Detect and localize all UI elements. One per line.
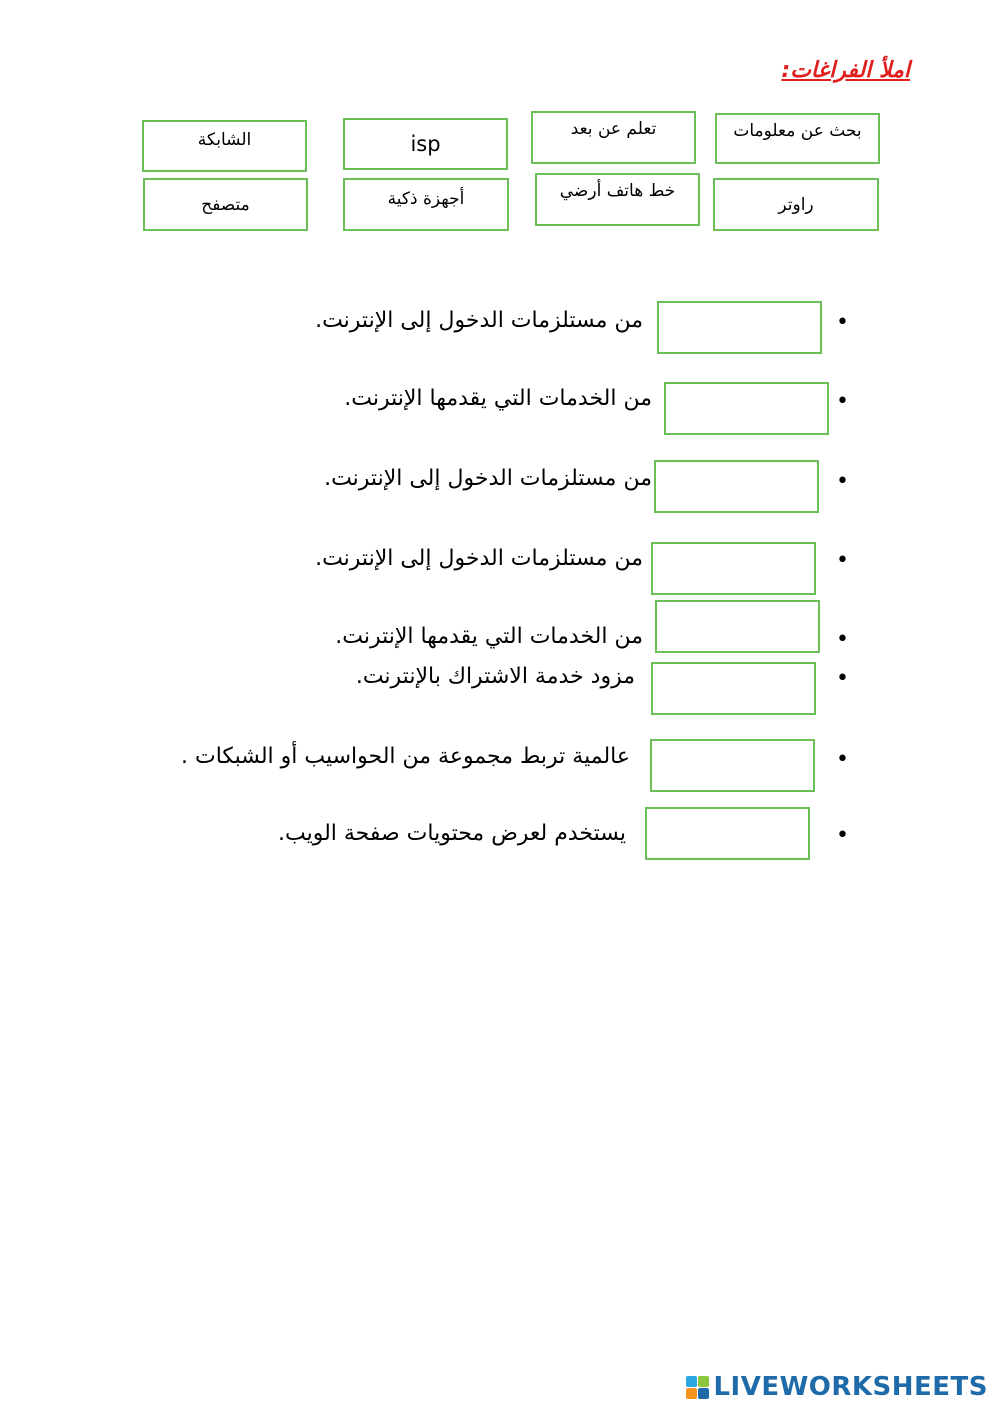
answer-blank[interactable] — [650, 739, 815, 792]
word-bank-item[interactable]: خط هاتف أرضي — [535, 173, 700, 226]
statement-text: من مستلزمات الدخول إلى الإنترنت. — [315, 308, 643, 333]
bullet: • — [836, 310, 849, 335]
word-bank-item[interactable]: بحث عن معلومات — [715, 113, 880, 164]
brand-name: LIVEWORKSHEETS — [713, 1372, 988, 1402]
word-bank-item[interactable]: متصفح — [143, 178, 308, 231]
answer-blank[interactable] — [664, 382, 829, 435]
statement-text: من الخدمات التي يقدمها الإنترنت. — [335, 624, 643, 649]
word-bank-item[interactable]: تعلم عن بعد — [531, 111, 696, 164]
statement-text: من مستلزمات الدخول إلى الإنترنت. — [324, 466, 652, 491]
statement-text: مزود خدمة الاشتراك بالإنترنت. — [355, 664, 635, 689]
answer-blank[interactable] — [651, 542, 816, 595]
bullet: • — [836, 823, 849, 848]
word-bank-item[interactable]: الشابكة — [142, 120, 307, 172]
bullet: • — [836, 469, 849, 494]
bullet: • — [836, 389, 849, 414]
bullet: • — [836, 666, 849, 691]
answer-blank[interactable] — [654, 460, 819, 513]
statement-text: يستخدم لعرض محتويات صفحة الويب. — [277, 821, 626, 846]
liveworksheets-icon — [686, 1376, 709, 1399]
answer-blank[interactable] — [645, 807, 810, 860]
answer-blank[interactable] — [651, 662, 816, 715]
statement-text: من الخدمات التي يقدمها الإنترنت. — [344, 386, 652, 411]
word-bank-item[interactable]: أجهزة ذكية — [343, 178, 509, 231]
statement-text: من مستلزمات الدخول إلى الإنترنت. — [315, 546, 643, 571]
bullet: • — [836, 627, 849, 652]
answer-blank[interactable] — [655, 600, 820, 653]
answer-blank[interactable] — [657, 301, 822, 354]
bullet: • — [836, 747, 849, 772]
instruction-title: املأ الفراغات: — [781, 58, 910, 83]
statement-text: عالمية تربط مجموعة من الحواسيب أو الشبكات . — [181, 744, 630, 769]
brand-logo[interactable] — [686, 1372, 988, 1402]
bullet: • — [836, 548, 849, 573]
word-bank-item[interactable]: راوتر — [713, 178, 879, 231]
word-bank-item[interactable]: isp — [343, 118, 508, 170]
